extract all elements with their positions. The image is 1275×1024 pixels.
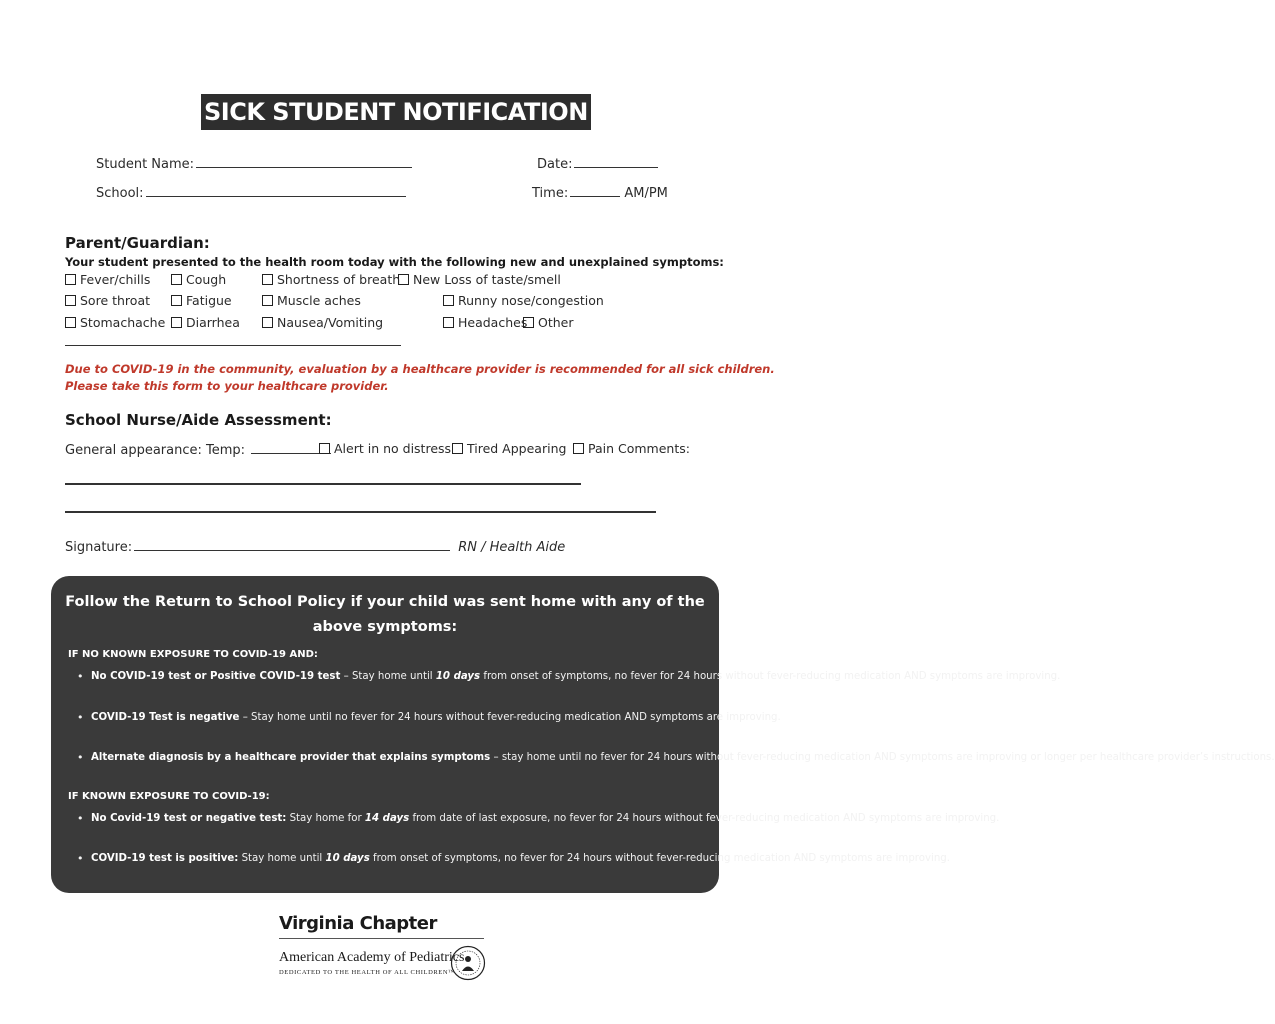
- tired-appearing-checkbox[interactable]: Tired Appearing: [452, 441, 566, 456]
- covid-warning-line-1: Due to COVID-19 in the community, evaluation by a healthcare provider is recommended for all sick children.: [65, 362, 775, 376]
- symptom-diarrhea-checkbox[interactable]: Diarrhea: [171, 315, 240, 330]
- school-line: [146, 184, 406, 197]
- checkbox-icon: [171, 295, 182, 306]
- time-label: Time:: [532, 186, 569, 201]
- checkbox-icon: [523, 317, 534, 328]
- checkbox-icon: [171, 317, 182, 328]
- symptom-headaches-checkbox[interactable]: Headaches: [443, 315, 527, 330]
- bullet-icon: •: [77, 751, 84, 764]
- student-name-line: [196, 155, 412, 168]
- temp-field[interactable]: [65, 441, 331, 458]
- checkbox-icon: [262, 274, 273, 285]
- no-exposure-item-3: • Alternate diagnosis by a healthcare provider that explains symptoms – stay home until no fever for 24 hours without fever-reducing medication AND symptoms are improving or longer per healthcare provider’s instructions.: [77, 751, 1275, 764]
- organization-tagline: DEDICATED TO THE HEALTH OF ALL CHILDREN™: [279, 969, 456, 976]
- checkbox-icon: [262, 317, 273, 328]
- signature-label: Signature:: [65, 540, 133, 555]
- symptom-runny-nose-checkbox[interactable]: Runny nose/congestion: [443, 293, 604, 308]
- no-exposure-item-2: • COVID-19 Test is negative – Stay home until no fever for 24 hours without fever-reducing medication AND symptoms are improving.: [77, 711, 781, 724]
- comments-line-2[interactable]: [65, 511, 656, 513]
- organization-name: American Academy of Pediatrics: [279, 950, 465, 965]
- time-suffix: AM/PM: [624, 186, 668, 201]
- bullet-icon: •: [77, 852, 84, 865]
- bullet-icon: •: [77, 670, 84, 683]
- checkbox-icon: [443, 317, 454, 328]
- no-exposure-heading: IF NO KNOWN EXPOSURE TO COVID-19 AND:: [68, 649, 318, 660]
- policy-title: Follow the Return to School Policy if your child was sent home with any of the above symptoms:: [65, 594, 705, 635]
- checkbox-icon: [398, 274, 409, 285]
- symptom-muscle-aches-checkbox[interactable]: Muscle aches: [262, 293, 361, 308]
- checkbox-icon: [443, 295, 454, 306]
- student-name-label: Student Name:: [96, 157, 195, 172]
- date-field[interactable]: [537, 155, 658, 172]
- other-symptom-line[interactable]: [65, 345, 401, 346]
- form-title: SICK STUDENT NOTIFICATION: [201, 94, 591, 130]
- exposure-item-2: • COVID-19 test is positive: Stay home until 10 days from onset of symptoms, no fever for 24 hours without fever-reducing medication AND symptoms are improving.: [77, 852, 950, 865]
- bullet-icon: •: [77, 812, 84, 825]
- school-label: School:: [96, 186, 144, 201]
- signature-line: [134, 538, 450, 551]
- comments-line-1[interactable]: [65, 483, 581, 485]
- symptom-other-checkbox[interactable]: Other: [523, 315, 574, 330]
- symptom-stomachache-checkbox[interactable]: Stomachache: [65, 315, 165, 330]
- checkbox-icon: [65, 274, 76, 285]
- symptom-fatigue-checkbox[interactable]: Fatigue: [171, 293, 232, 308]
- assessment-heading: School Nurse/Aide Assessment:: [65, 411, 332, 429]
- checkbox-icon: [65, 295, 76, 306]
- checkbox-icon: [171, 274, 182, 285]
- aap-seal-icon: [450, 945, 486, 981]
- checkbox-icon: [573, 443, 584, 454]
- checkbox-icon: [262, 295, 273, 306]
- student-name-field[interactable]: [96, 155, 412, 172]
- checkbox-icon: [319, 443, 330, 454]
- date-label: Date:: [537, 157, 573, 172]
- bullet-icon: •: [77, 711, 84, 724]
- symptom-cough-checkbox[interactable]: Cough: [171, 272, 226, 287]
- date-line: [574, 155, 658, 168]
- time-line: [570, 184, 620, 197]
- school-field[interactable]: [96, 184, 406, 201]
- symptom-sore-throat-checkbox[interactable]: Sore throat: [65, 293, 150, 308]
- exposure-item-1: • No Covid-19 test or negative test: Stay home for 14 days from date of last exposure, no fever for 24 hours without fever-reducing medication AND symptoms are improving.: [77, 812, 1000, 825]
- exposure-heading: IF KNOWN EXPOSURE TO COVID-19:: [68, 791, 270, 802]
- general-appearance-label: General appearance: Temp:: [65, 443, 246, 458]
- parent-guardian-heading: Parent/Guardian:: [65, 234, 210, 252]
- symptom-loss-of-taste-checkbox[interactable]: New Loss of taste/smell: [398, 272, 561, 287]
- signature-suffix: RN / Health Aide: [458, 540, 566, 555]
- covid-warning-line-2: Please take this form to your healthcare provider.: [65, 379, 389, 393]
- footer-divider: [279, 938, 484, 939]
- checkbox-icon: [452, 443, 463, 454]
- return-to-school-panel: [51, 576, 1275, 893]
- symptom-nausea-checkbox[interactable]: Nausea/Vomiting: [262, 315, 383, 330]
- checkbox-icon: [65, 317, 76, 328]
- no-exposure-item-1: • No COVID-19 test or Positive COVID-19 test – Stay home until 10 days from onset of symptoms, no fever for 24 hours without fever-reducing medication AND symptoms are improving.: [77, 670, 1061, 683]
- chapter-name: Virginia Chapter: [279, 913, 437, 934]
- signature-field[interactable]: [65, 538, 565, 555]
- time-field[interactable]: [532, 184, 668, 201]
- symptom-fever-checkbox[interactable]: Fever/chills: [65, 272, 150, 287]
- pain-comments-checkbox[interactable]: Pain Comments:: [573, 441, 690, 456]
- alert-no-distress-checkbox[interactable]: Alert in no distress: [319, 441, 451, 456]
- symptom-shortness-of-breath-checkbox[interactable]: Shortness of breath: [262, 272, 400, 287]
- symptoms-intro: Your student presented to the health room today with the following new and unexplained symptoms:: [65, 255, 724, 269]
